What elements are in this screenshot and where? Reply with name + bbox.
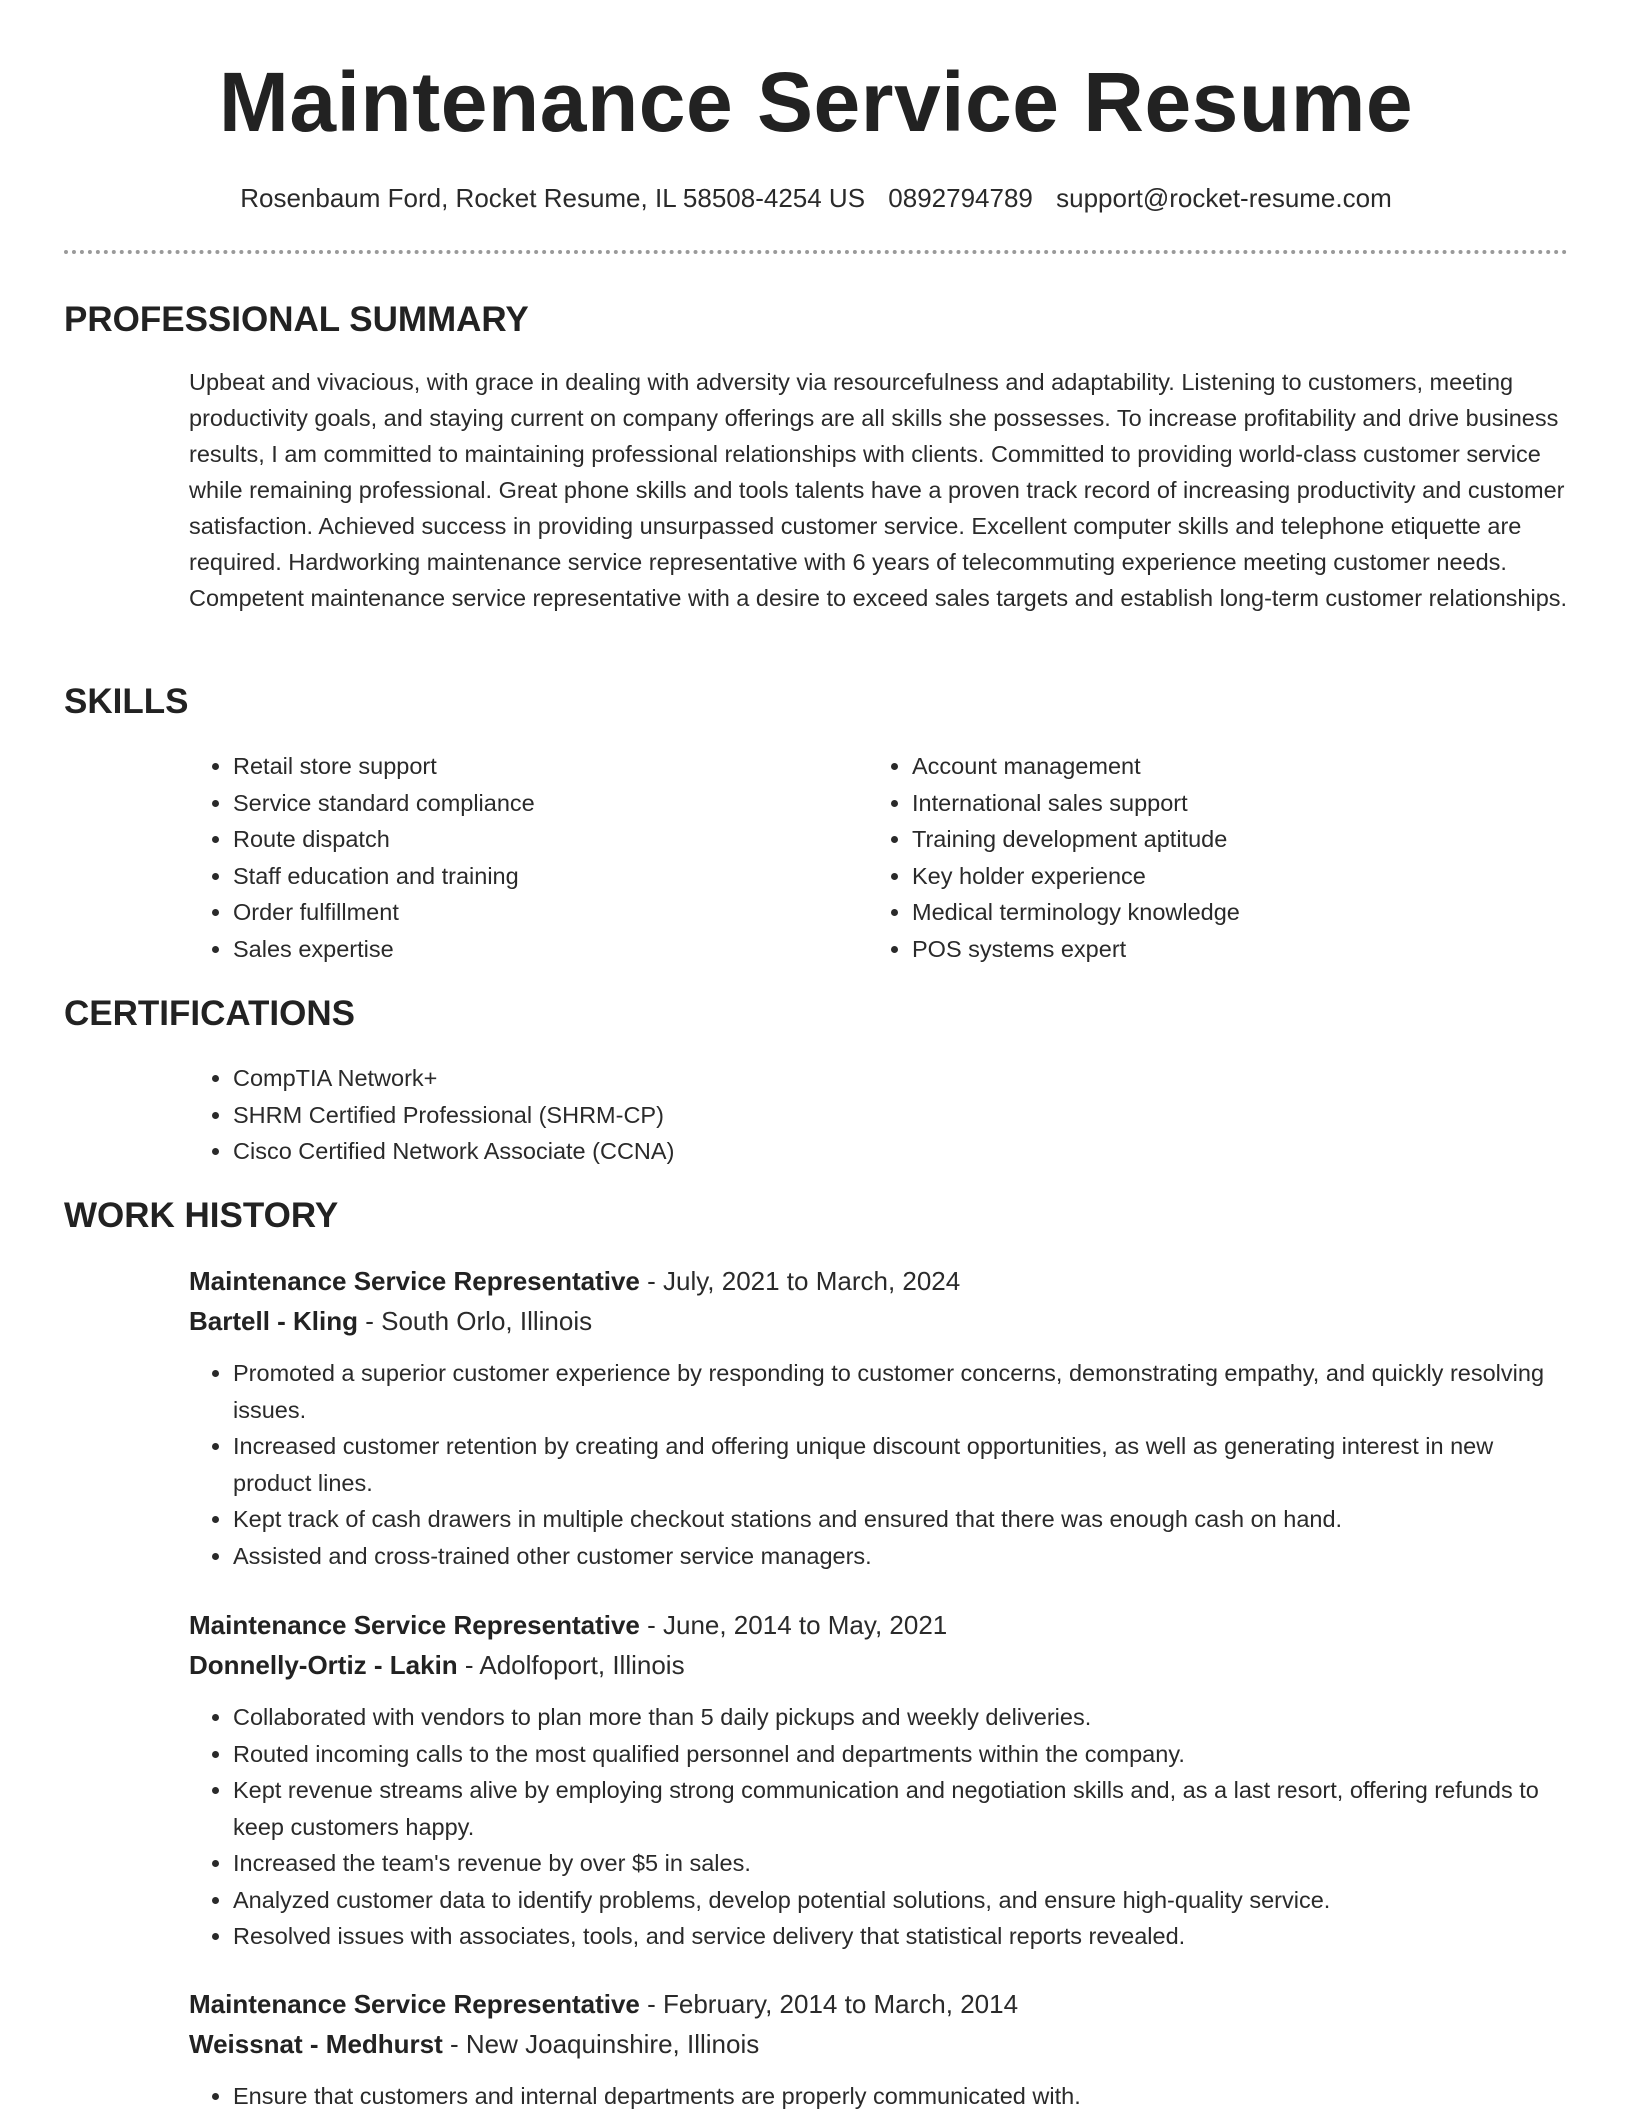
- job-entry: [189, 1605, 1573, 1955]
- job-bullet: • Kept revenue streams alive by employing strong communication and negotiation skills and, as a last resort, offering refunds to keep customers happy.: [233, 1772, 1573, 1845]
- job-entry: [189, 1261, 1573, 1574]
- certifications-list: [189, 1060, 989, 1170]
- job-company: Donnelly-Ortiz - Lakin: [189, 1650, 458, 1680]
- job-location: - New Joaquinshire, Illinois: [442, 2029, 760, 2059]
- section-heading-skills: SKILLS: [64, 682, 189, 721]
- job-company-line: [189, 2024, 1573, 2064]
- job-dates: - July, 2021 to March, 2024: [639, 1266, 961, 1296]
- header-divider: [64, 250, 1568, 254]
- job-title: Maintenance Service Representative: [189, 1610, 640, 1640]
- skill-item: • Service standard compliance: [233, 785, 809, 822]
- job-entry: [189, 1984, 1573, 2115]
- job-bullet: • Increased customer retention by creating and offering unique discount opportunities, as well as generating interest in new product lines.: [233, 1428, 1573, 1501]
- summary-text: Upbeat and vivacious, with grace in dealing with adversity via resourcefulness and adaptability. Listening to customers, meeting productivity goals, and staying current on company offerings are all skills she possesses. To increase profitability and drive business results, I am committed to maintaining professional relationships with clients. Committed to providing world-class customer service while remaining professional. Great phone skills and tools talents have a proven track record of increasing productivity and customer satisfaction. Achieved success in providing unsurpassed customer service. Excellent computer skills and telephone etiquette are required. Hardworking maintenance service representative with 6 years of telecommuting experience meeting customer needs. Competent maintenance service representative with a desire to exceed sales targets and establish long-term customer relationships.: [189, 369, 1568, 611]
- job-company-line: [189, 1645, 1573, 1685]
- skill-item: • International sales support: [912, 785, 1488, 822]
- contact-line: [0, 180, 1632, 216]
- skill-item: • Order fulfillment: [233, 894, 809, 931]
- job-dates: - June, 2014 to May, 2021: [639, 1610, 948, 1640]
- job-bullet: • Analyzed customer data to identify problems, develop potential solutions, and ensure high-quality service.: [233, 1882, 1573, 1919]
- job-title-line: [189, 1984, 1573, 2024]
- job-bullet: • Assisted and cross-trained other customer service managers.: [233, 1538, 1573, 1575]
- job-bullet: • Routed incoming calls to the most qualified personnel and departments within the company.: [233, 1736, 1573, 1773]
- skill-item: • Staff education and training: [233, 858, 809, 895]
- skill-item: • POS systems expert: [912, 931, 1488, 968]
- job-bullet: • Collaborated with vendors to plan more than 5 daily pickups and weekly deliveries.: [233, 1699, 1573, 1736]
- skills-list-right: [868, 748, 1488, 967]
- resume-title: Maintenance Service Resume: [218, 55, 1414, 149]
- skill-item: • Account management: [912, 748, 1488, 785]
- job-bullet: • Promoted a superior customer experience by responding to customer concerns, demonstrating empathy, and quickly resolving issues.: [233, 1355, 1573, 1428]
- contact-email: support@rocket-resume.com: [1056, 183, 1392, 213]
- job-bullet: • Kept track of cash drawers in multiple checkout stations and ensured that there was enough cash on hand.: [233, 1501, 1573, 1538]
- contact-address: Rosenbaum Ford, Rocket Resume, IL 58508-4254 US: [240, 183, 866, 213]
- skill-item: • Retail store support: [233, 748, 809, 785]
- certification-item: • SHRM Certified Professional (SHRM-CP): [233, 1097, 989, 1134]
- job-title-line: [189, 1261, 1573, 1301]
- section-heading-certifications: CERTIFICATIONS: [64, 994, 356, 1033]
- job-title: Maintenance Service Representative: [189, 1989, 640, 2019]
- contact-phone: 0892794789: [888, 183, 1033, 213]
- job-bullet: • Ensure that customers and internal departments are properly communicated with.: [233, 2078, 1573, 2115]
- job-company: Bartell - Kling: [189, 1306, 359, 1336]
- job-location: - Adolfoport, Illinois: [457, 1650, 685, 1680]
- section-heading-work-history: WORK HISTORY: [64, 1196, 339, 1235]
- skill-item: • Medical terminology knowledge: [912, 894, 1488, 931]
- skill-item: • Route dispatch: [233, 821, 809, 858]
- job-bullet: • Resolved issues with associates, tools, and service delivery that statistical reports revealed.: [233, 1918, 1573, 1955]
- job-title: Maintenance Service Representative: [189, 1266, 640, 1296]
- certification-item: • Cisco Certified Network Associate (CCNA): [233, 1133, 989, 1170]
- job-dates: - February, 2014 to March, 2014: [639, 1989, 1019, 2019]
- certification-item: • CompTIA Network+: [233, 1060, 989, 1097]
- skills-list-left: [189, 748, 809, 967]
- skill-item: • Training development aptitude: [912, 821, 1488, 858]
- skill-item: • Sales expertise: [233, 931, 809, 968]
- job-company: Weissnat - Medhurst: [189, 2029, 443, 2059]
- skill-item: • Key holder experience: [912, 858, 1488, 895]
- job-location: - South Orlo, Illinois: [358, 1306, 593, 1336]
- job-title-line: [189, 1605, 1573, 1645]
- job-company-line: [189, 1301, 1573, 1341]
- job-bullet: • Increased the team's revenue by over $5 in sales.: [233, 1845, 1573, 1882]
- section-heading-summary: PROFESSIONAL SUMMARY: [64, 300, 529, 339]
